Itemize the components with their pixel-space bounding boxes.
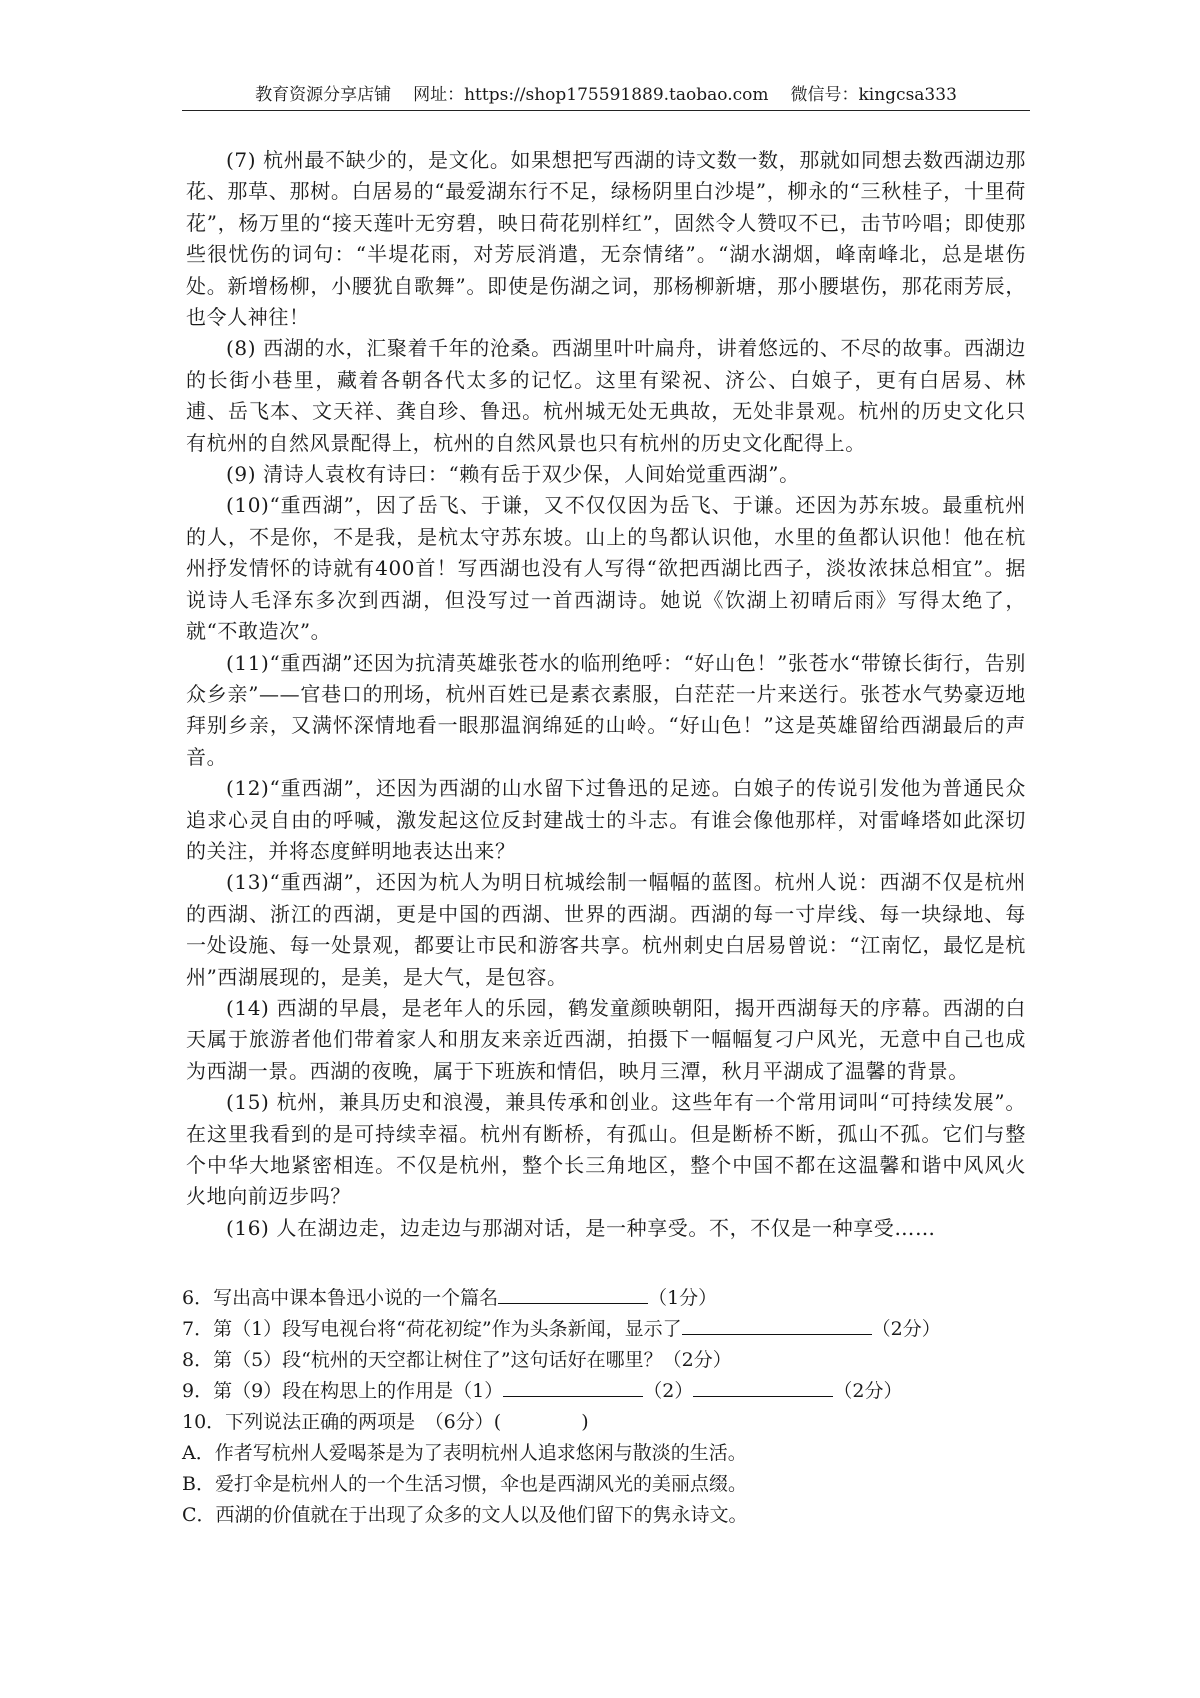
shop-name: 教育资源分享店铺	[255, 85, 392, 105]
question-8-text: 8．第（5）段“杭州的天空都让树住了”这句话好在哪里？（2分）	[182, 1349, 732, 1371]
paragraph-7: (7) 杭州最不缺少的，是文化。如果想把写西湖的诗文数一数，那就如同想去数西湖边那花、那草、那树。白居易的“最爱湖东行不足，绿杨阴里白沙堤”，柳永的“三秋桂子，十里荷花”，杨万里的“接天莲叶无穷碧，映日荷花别样红”，固然令人赞叹不已，击节吟唱；即使那些很忧伤的词句：“半堤花雨，对芳辰消遣，无奈情绪”。“湖水湖烟，峰南峰北，总是堪伤处。新增杨柳，小腰犹自歌舞”。即使是伤湖之词，那杨柳新塘，那小腰堪伤，那花雨芳辰，也令人神往！	[186, 148, 1026, 330]
question-9-text: 9．第（9）段在构思上的作用是（1）	[182, 1380, 504, 1402]
answer-blank-9-1[interactable]	[503, 1378, 643, 1397]
question-6-text: 6．写出高中课本鲁迅小说的一个篇名	[182, 1287, 499, 1309]
question-10-close: )	[581, 1411, 589, 1433]
question-7-text: 7．第（1）段写电视台将“荷花初绽”作为头条新闻，显示了	[182, 1318, 682, 1340]
option-b: B．爱打伞是杭州人的一个生活习惯，伞也是西湖风光的美丽点缀。	[182, 1473, 747, 1495]
answer-blank-7[interactable]	[682, 1316, 872, 1335]
page-header	[182, 84, 1030, 106]
paragraph-16: (16) 人在湖边走，边走边与那湖对话，是一种享受。不，不仅是一种享受……	[226, 1215, 936, 1240]
question-7	[182, 1314, 1042, 1345]
question-10-text: 10．下列说法正确的两项是 （6分）(	[182, 1411, 502, 1433]
question-6-score: （1分）	[648, 1287, 718, 1309]
paragraph-9: (9) 清诗人袁枚有诗曰：“赖有岳于双少保，人间始觉重西湖”。	[226, 462, 800, 487]
question-section	[182, 1283, 1042, 1531]
shop-url: 网址：https://shop175591889.taobao.com	[413, 85, 769, 105]
question-10	[182, 1407, 1042, 1438]
article-body	[186, 145, 1026, 1244]
option-c: C．西湖的价值就在于出现了众多的文人以及他们留下的隽永诗文。	[182, 1504, 748, 1526]
question-9	[182, 1376, 1042, 1407]
paragraph-14: (14) 西湖的早晨，是老年人的乐园，鹤发童颜映朝阳，揭开西湖每天的序幕。西湖的白天属于旅游者他们带着家人和朋友来亲近西湖，拍摄下一幅幅复刁户风光，无意中自己也成为西湖一景。西湖的夜晚，属于下班族和情侣，映月三潭，秋月平湖成了温馨的背景。	[186, 995, 1026, 1083]
paragraph-8: (8) 西湖的水，汇聚着千年的沧桑。西湖里叶叶扁舟，讲着悠远的、不尽的故事。西湖边的长街小巷里，藏着各朝各代太多的记忆。这里有梁祝、济公、白娘子，更有白居易、林逋、岳飞本、文天祥、龚自珍、鲁迅。杭州城无处无典故，无处非景观。杭州的历史文化只有杭州的自然风景配得上，杭州的自然风景也只有杭州的历史文化配得上。	[186, 336, 1026, 455]
wechat-id: 微信号：kingcsa333	[790, 85, 957, 105]
paragraph-10: (10)“重西湖”，因了岳飞、于谦，又不仅仅因为岳飞、于谦。还因为苏东坡。最重杭州的人，不是你，不是我，是杭太守苏东坡。山上的鸟都认识他，水里的鱼都认识他！他在杭州抒发情怀的诗就有400首！写西湖也没有人写得“欲把西湖比西子，淡妆浓抹总相宜”。据说诗人毛泽东多次到西湖，但没写过一首西湖诗。她说《饮湖上初晴后雨》写得太绝了，就“不敢造次”。	[186, 493, 1026, 644]
paragraph-12: (12)“重西湖”，还因为西湖的山水留下过鲁迅的足迹。白娘子的传说引发他为普通民众追求心灵自由的呼喊，激发起这位反封建战士的斗志。有谁会像他那样，对雷峰塔如此深切的关注，并将态度鲜明地表达出来？	[186, 776, 1026, 863]
paragraph-13: (13)“重西湖”，还因为杭人为明日杭城绘制一幅幅的蓝图。杭州人说：西湖不仅是杭州的西湖、浙江的西湖，更是中国的西湖、世界的西湖。西湖的每一寸岸线、每一块绿地、每一处设施、每一处景观，都要让市民和游客共享。杭州刺史白居易曾说：“江南忆，最忆是杭州”西湖展现的，是美，是大气，是包容。	[186, 870, 1026, 989]
paragraph-15: (15) 杭州，兼具历史和浪漫，兼具传承和创业。这些年有一个常用词叫“可持续发展”。在这里我看到的是可持续幸福。杭州有断桥，有孤山。但是断桥不断，孤山不孤。它们与整个中华大地紧密相连。不仅是杭州，整个长三角地区，整个中国不都在这温馨和谐中风风火火地向前迈步吗？	[186, 1090, 1026, 1209]
question-9-mid: （2）	[643, 1380, 694, 1402]
question-9-score: （2分）	[833, 1380, 903, 1402]
question-6	[182, 1283, 1042, 1314]
paragraph-11: (11)“重西湖”还因为抗清英雄张苍水的临刑绝呼：“好山色！”张苍水“带镣长街行，告别众乡亲”——官巷口的刑场，杭州百姓已是素衣素服，白茫茫一片来送行。张苍水气势豪迈地拜别乡亲，又满怀深情地看一眼那温润绵延的山岭。“好山色！”这是英雄留给西湖最后的声音。	[186, 650, 1026, 769]
question-8	[182, 1345, 1042, 1376]
option-a: A．作者写杭州人爱喝茶是为了表明杭州人追求悠闲与散淡的生活。	[182, 1442, 747, 1464]
answer-blank-6[interactable]	[498, 1285, 648, 1304]
question-7-score: （2分）	[871, 1318, 941, 1340]
header-divider	[182, 110, 1030, 111]
answer-blank-9-2[interactable]	[693, 1378, 833, 1397]
